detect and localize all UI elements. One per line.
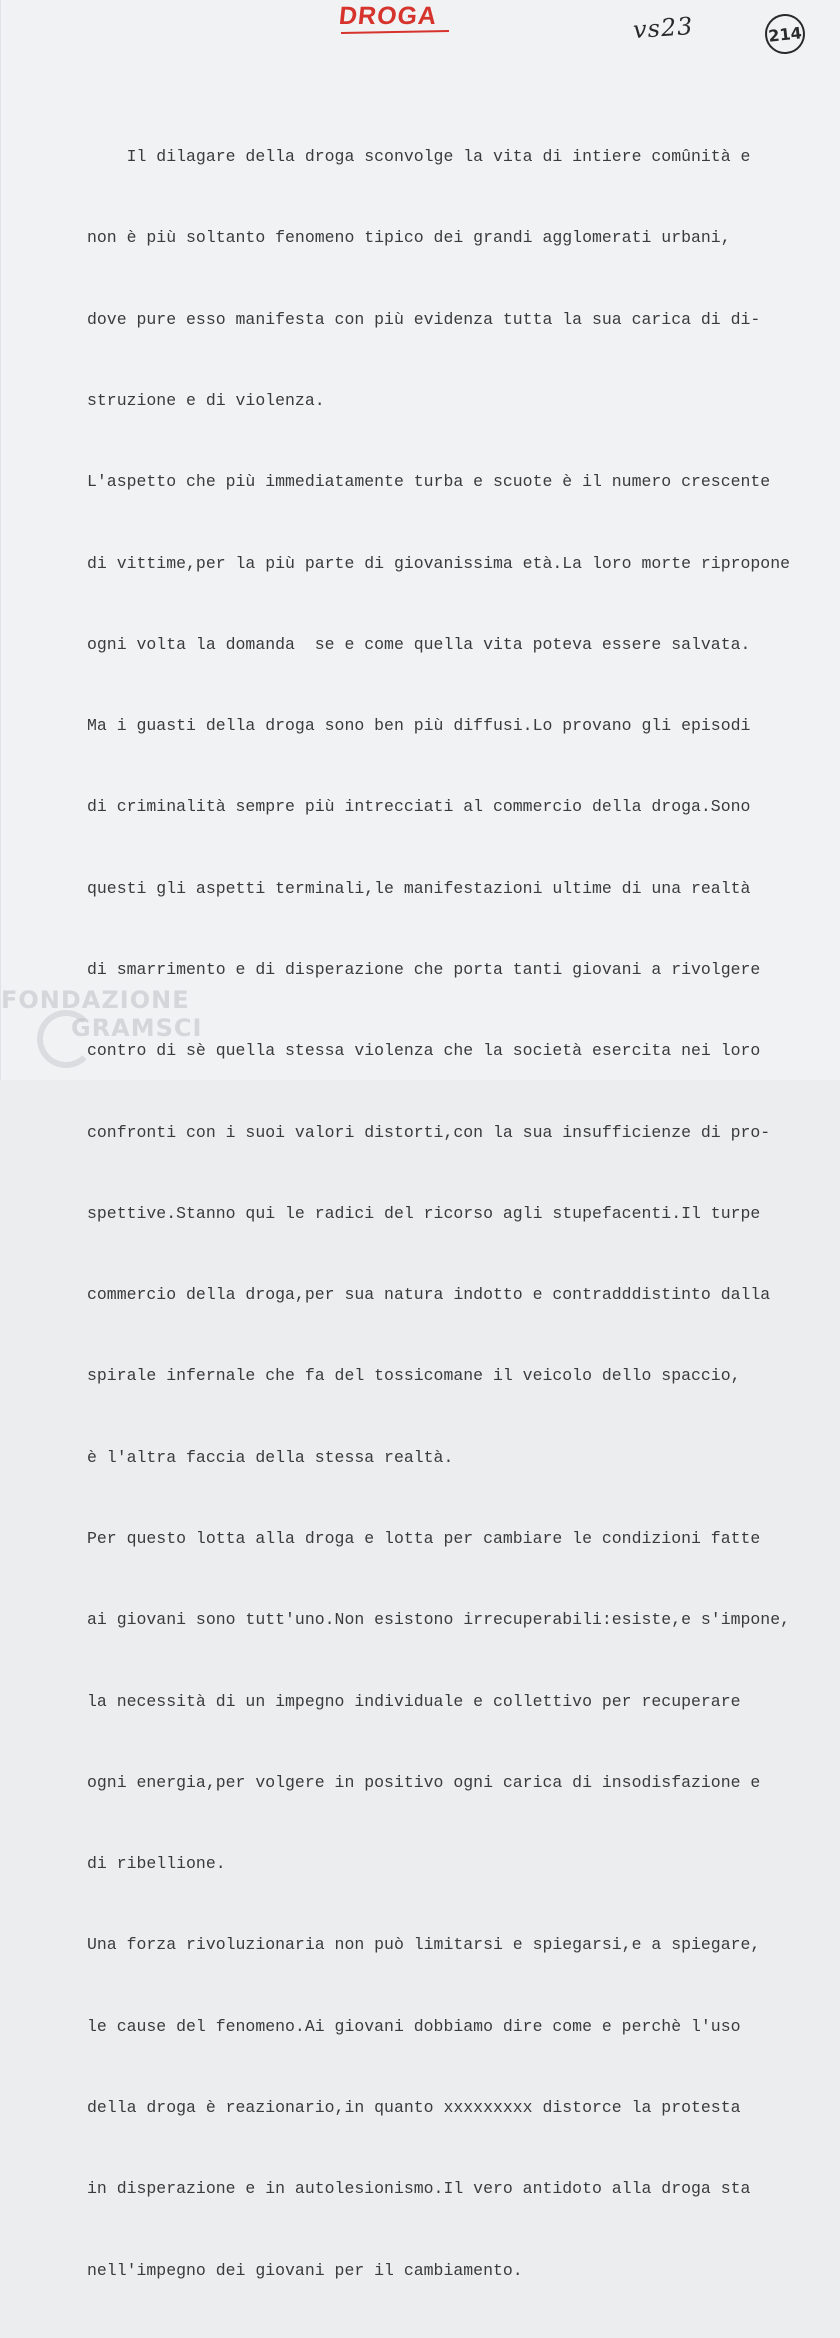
text-line: L'aspetto che più immediatamente turba e scuote è il numero crescente — [87, 472, 771, 492]
typed-body — [87, 89, 791, 2338]
watermark-line-2: GRAMSCI — [71, 1014, 203, 1042]
text-line: commercio della droga,per sua natura indotto e contradddistinto dalla — [87, 1285, 771, 1305]
text-line: Il dilagare della droga sconvolge la vita di intiere comûnità e — [87, 147, 751, 167]
text-line: di ribellione. — [87, 1854, 226, 1874]
text-line: ogni energia,per volgere in positivo ogni carica di insodisfazione e — [87, 1772, 761, 1792]
text-line: spirale infernale che fa del tossicomane il veicolo dello spaccio, — [87, 1366, 741, 1386]
text-line: in disperazione e in autolesionismo.Il vero antidoto alla droga sta — [87, 2179, 751, 2199]
document-title: DROGA — [337, 2, 439, 30]
text-line: non è più soltanto fenomeno tipico dei grandi agglomerati urbani, — [87, 228, 731, 248]
text-line: struzione e di violenza. — [87, 391, 325, 411]
text-line: di criminalità sempre più intrecciati al commercio della droga.Sono — [87, 797, 751, 817]
text-line: Ma i guasti della droga sono ben più diffusi.Lo provano gli episodi — [87, 716, 751, 736]
text-line: questi gli aspetti terminali,le manifestazioni ultime di una realtà — [87, 878, 751, 898]
text-line: di vittime,per la più parte di giovanissima età.La loro morte ripropone — [87, 553, 791, 573]
text-line: contro di sè quella stessa violenza che la società esercita nei loro — [87, 1041, 761, 1061]
text-line: spettive.Stanno qui le radici del ricorso agli stupefacenti.Il turpe — [87, 1203, 761, 1223]
watermark-line-1: FONDAZIONE — [1, 986, 190, 1014]
text-line: della droga è reazionario,in quanto xxxxxxxxx distorce la protesta — [87, 2097, 741, 2117]
text-line: ogni volta la domanda se e come quella vita poteva essere salvata. — [87, 634, 751, 654]
text-line: è l'altra faccia della stessa realtà. — [87, 1447, 454, 1467]
text-line: di smarrimento e di disperazione che porta tanti giovani a rivolgere — [87, 960, 761, 979]
text-line: ai giovani sono tutt'uno.Non esistono irrecuperabili:esiste,e s'impone, — [87, 1610, 791, 1630]
text-line: Per questo lotta alla droga e lotta per cambiare le condizioni fatte — [87, 1528, 761, 1548]
text-line: la necessità di un impegno individuale e collettivo per recuperare — [87, 1691, 741, 1711]
text-line: confronti con i suoi valori distorti,con la sua insufficienze di pro- — [87, 1122, 771, 1142]
text-line: dove pure esso manifesta con più evidenza tutta la sua carica di di- — [87, 309, 761, 329]
text-line: le cause del fenomeno.Ai giovani dobbiamo dire come e perchè l'uso — [87, 2016, 741, 2036]
page-number-stamp: 214 — [763, 12, 807, 56]
foundation-watermark — [1, 986, 202, 1042]
handwritten-note: vs23 — [632, 11, 695, 45]
text-line: Una forza rivoluzionaria non può limitarsi e spiegarsi,e a spiegare, — [87, 1935, 761, 1955]
text-line: nell'impegno dei giovani per il cambiamento. — [87, 2260, 523, 2280]
